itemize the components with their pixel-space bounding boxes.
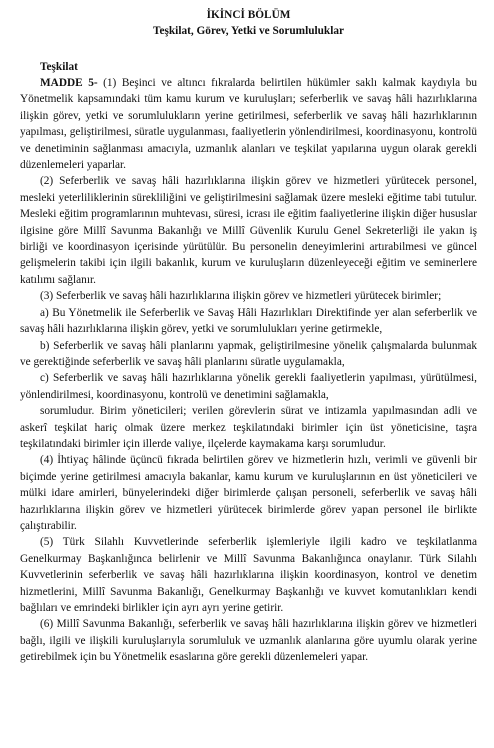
article-paragraph-4: (4) İhtiyaç hâlinde üçüncü fıkrada belirtilen görev ve hizmetlerin hızlı, verimli ve güvenli bir biçimde yerine getirilmesi amacıyla bakanlar, kamu kurum ve kuruluşlarının en üst yöneticileri ve mülki idare amirleri, bünyelerindeki diğer birimlerde çalışan personeli, seferberlik ve savaş hâli hazırlıklarına ilişkin görev ve hizmetleri yürütecek birimlerde görev yapan personel ile birlikte çalıştırabilir. xyxy=(20,454,477,532)
article-paragraph-6: (6) Millî Savunma Bakanlığı, seferberlik ve savaş hâli hazırlıklarına ilişkin görev ve hizmetleri bağlı, ilgili ve ilişkili kuruluşlarıyla sorumluluk ve uzmanlık alanlarına göre uyumlu olarak yerine getirebilmek için bu Yönetmelik esaslarına göre gerekli düzenlemeleri yapar. xyxy=(20,618,477,664)
paragraph-text: (1) Beşinci ve altıncı fıkralarda belirtilen hükümler saklı kalmak kaydıyla bu Yönetmelik kapsamındaki tüm kamu kurum ve kuruluşları; seferberlik ve savaş hâli hazırlıklarına ilişkin görev, yetki ve sorumlulukların yerine getirilmesi, seferberlik ve savaş hâli hazırlıklarının yapılması, geliştirilmesi, süratle uygulanması, faaliyetlerin yönlendirilmesi, koordinasyonu, kontrolü ve denetiminin sağlanması amacıyla, uzmanlık alanları ve teşkilat yapılarına uygun olarak gerekli düzenlemeleri yaparlar. xyxy=(20,77,477,172)
list-item-c: c) Seferberlik ve savaş hâli hazırlıklarına yönelik gerekli faaliyetlerin yapılması, yürütülmesi, yönlendirilmesi, koordinasyonu, kontrolü ve denetimini sağlamakla, xyxy=(20,372,477,401)
responsibility-paragraph: sorumludur. Birim yöneticileri; verilen görevlerin sürat ve intizamla yapılmasından adli ve askerî teşkilat hariç olmak üzere merkez teşkilatındaki birimler için üst yöneticisine, taşra teşkilatındaki birimler için illerde valiye, ilçelerde kaymakama karşı sorumludur. xyxy=(20,405,477,450)
part-title: İKİNCİ BÖLÜM xyxy=(206,9,291,21)
article-paragraph-1 xyxy=(20,75,477,173)
part-subtitle: Teşkilat, Görev, Yetki ve Sorumluluklar xyxy=(152,25,345,37)
article-label: MADDE 5- xyxy=(40,77,98,89)
article-paragraph-5: (5) Türk Silahlı Kuvvetlerinde seferberlik işlemleriyle ilgili kadro ve teşkilatlanma Genelkurmay Başkanlığınca belirlenir ve Millî Savunma Bakanlığınca onaylanır. Türk Silahlı Kuvvetlerinin seferberlik ve savaş hâli hazırlıklarına ilişkin koordinasyon, kontrol ve denetim hizmetlerini, Millî Savunma Bakanlığı, Genelkurmay Başkanlığı ve kuvvet komutanlıkları kendi bağlıları ve emrindeki birlikler için ayrı ayrı yerine getirir. xyxy=(20,536,477,614)
article-paragraph-2: (2) Seferberlik ve savaş hâli hazırlıklarına ilişkin görev ve hizmetleri yürütecek personel, mesleki yeterliliklerinin sürekliliğini ve geliştirilmesini sağlamak üzere mesleki eğitime tabi tutulur. Mesleki eğitim programlarının muhtevası, süresi, icrası ile eğitim faaliyetlerine ilişkin diğer hususlar ilgisine göre Millî Savunma Bakanlığı ve Millî Güvenlik Kurulu Genel Sekreterliği ile yakın iş birliği ve koordinasyon içerisinde yürütülür. Bu personelin deneyimlerini artırabilmesi ve güncel gelişmelerin takibi için ilgili bakanlık, kurum ve kuruluşların düzenleyeceği eğitim ve seminerlere katılımı sağlanır. xyxy=(20,175,477,286)
section-label: Teşkilat xyxy=(40,61,78,73)
list-item-b: b) Seferberlik ve savaş hâli planlarını yapmak, geliştirilmesine yönelik çalışmalarda bulunmak ve gerektiğinde seferberlik ve savaş hâli planlarını süratle uygulamakla, xyxy=(20,339,477,368)
list-item-a: a) Bu Yönetmelik ile Seferberlik ve Savaş Hâli Hazırlıkları Direktifinde yer alan seferberlik ve savaş hâli hazırlıklarına ilişkin görev, yetki ve sorumlulukları yerine getirmekle, xyxy=(20,306,477,336)
article-paragraph-3: (3) Seferberlik ve savaş hâli hazırlıklarına ilişkin görev ve hizmetleri yürütecek birimler; xyxy=(40,290,442,303)
